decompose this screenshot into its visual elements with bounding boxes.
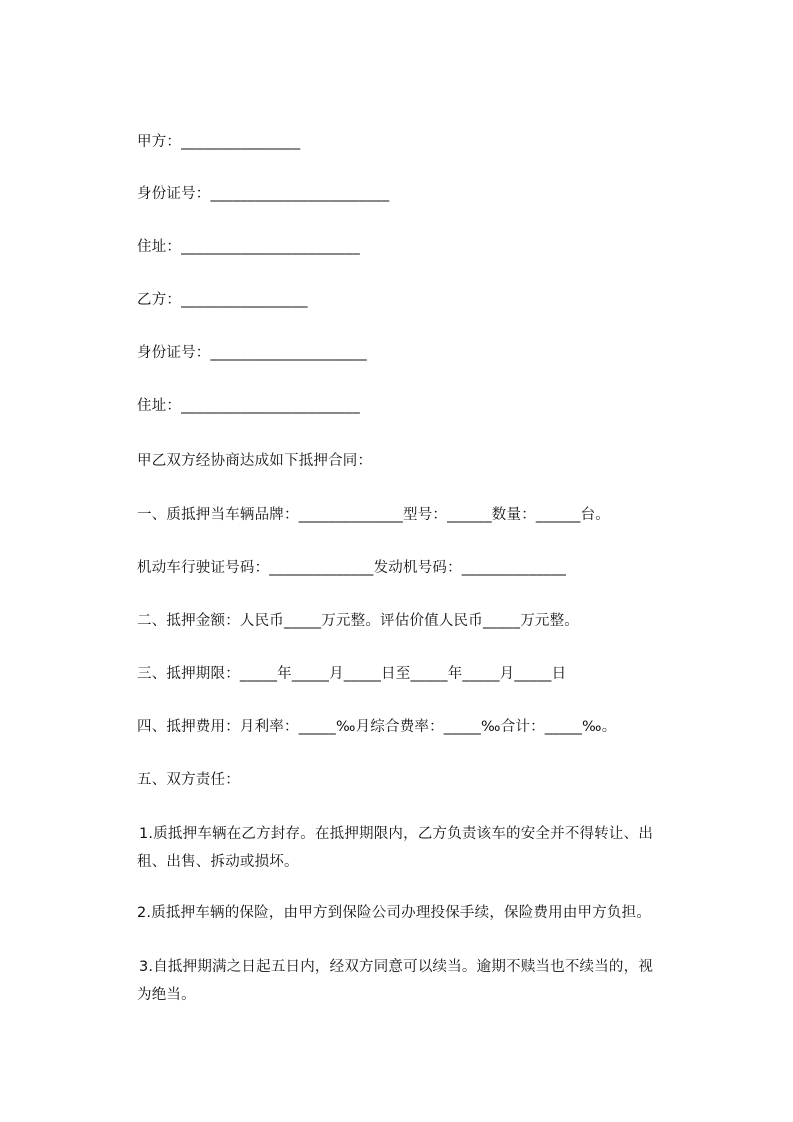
clause4-line: 四、抵押费用：月利率：_____‰月综合费率：_____‰合计：_____‰。 [137, 719, 617, 735]
duty1-first-line: 1.质抵押车辆在乙方封存。在抵押期限内，乙方负责该车的安全并不得转让、出 [139, 826, 654, 842]
clause2-line: 二、抵押金额：人民币_____万元整。评估价值人民币_____万元整。 [137, 613, 579, 629]
party-a-id-line: 身份证号：________________________ [137, 186, 390, 202]
party-b-address-line: 住址：________________________ [137, 398, 360, 414]
intro-line: 甲乙双方经协商达成如下抵押合同： [137, 453, 373, 469]
party-a-line: 甲方：________________ [137, 134, 301, 150]
clause5-title: 五、双方责任： [137, 772, 240, 788]
clause1-license-line: 机动车行驶证号码：______________发动机号码：______________ [137, 560, 567, 576]
clause3-line: 三、抵押期限：_____年_____月_____日至_____年_____月_____日 [137, 666, 567, 682]
duty1-second-line: 租、出售、拆动或损坏。 [137, 854, 299, 870]
duty3-first-line: 3.自抵押期满之日起五日内，经双方同意可以续当。逾期不赎当也不续当的，视 [139, 959, 654, 975]
duty3-second-line: 为绝当。 [137, 987, 196, 1003]
duty2-line: 2.质抵押车辆的保险，由甲方到保险公司办理投保手续，保险费用由甲方负担。 [137, 905, 652, 921]
clause1-vehicle-line: 一、质抵押当车辆品牌：______________型号：______数量：______台。 [137, 507, 610, 523]
party-b-id-line: 身份证号：_____________________ [137, 345, 367, 361]
party-a-address-line: 住址：________________________ [137, 239, 360, 255]
party-b-line: 乙方：_________________ [137, 292, 308, 308]
